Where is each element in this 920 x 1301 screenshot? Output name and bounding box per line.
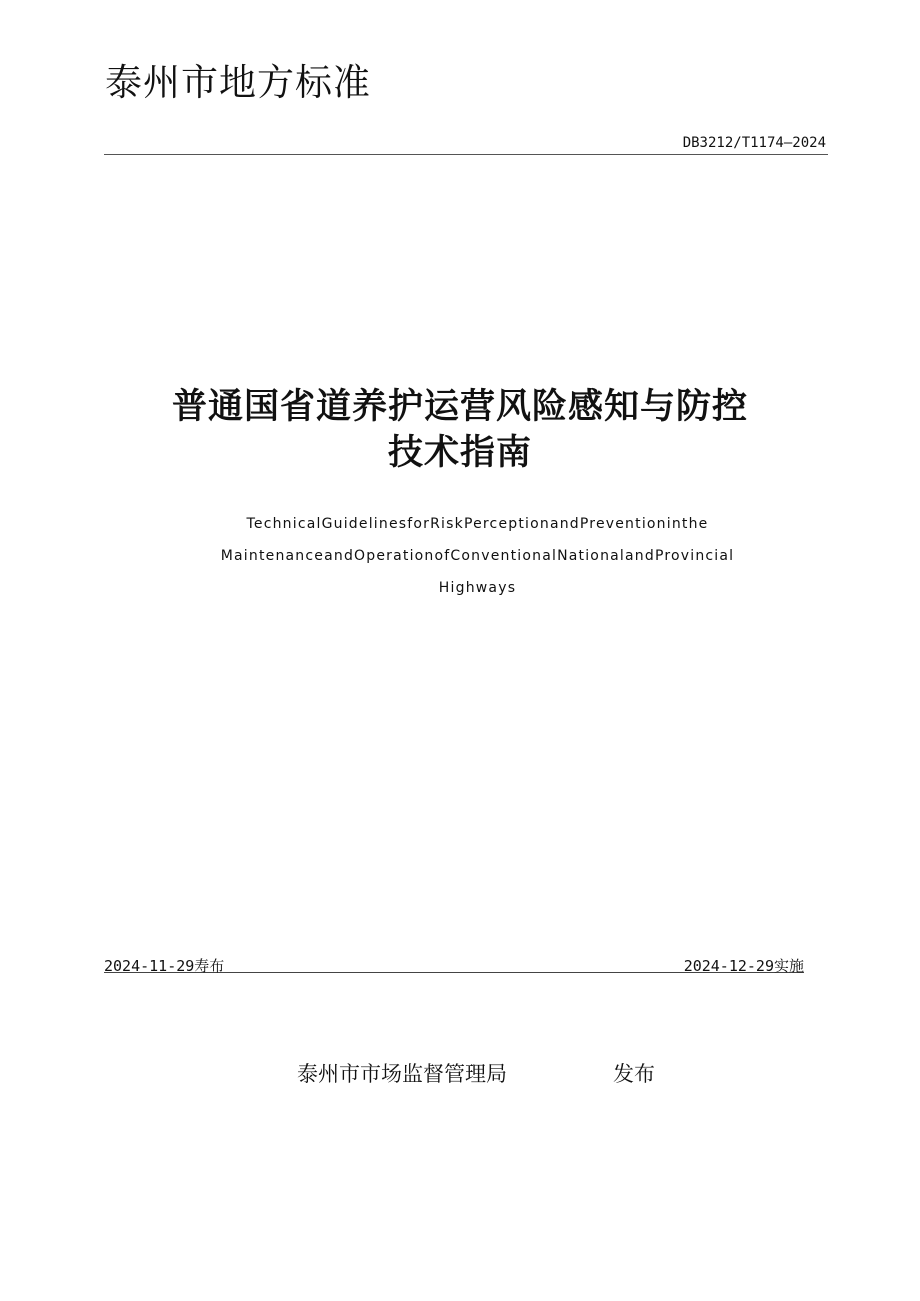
english-title bbox=[0, 508, 920, 604]
chinese-title-line-1: 普通国省道养护运营风险感知与防控 bbox=[171, 387, 748, 427]
english-title-line-3: Highways bbox=[438, 580, 517, 596]
chinese-title bbox=[0, 384, 920, 476]
implement-date: 2024-12-29实施 bbox=[683, 957, 804, 975]
standard-type-heading: 泰州市地方标准 bbox=[105, 61, 371, 104]
publish-date: 2024-11-29寿布 bbox=[104, 957, 225, 975]
chinese-title-line-2: 技术指南 bbox=[387, 433, 532, 473]
issuing-authority: 泰州市市场监督管理局 bbox=[297, 1062, 507, 1086]
issue-label: 发布 bbox=[613, 1062, 655, 1086]
header-divider bbox=[104, 154, 828, 155]
standard-number: DB3212/T1174—2024 bbox=[682, 135, 826, 151]
english-title-line-1: TechnicalGuidelinesforRiskPerceptionandPreventioninthe bbox=[246, 516, 709, 532]
english-title-line-2: MaintenanceandOperationofConventionalNationalandProvincial bbox=[220, 548, 735, 564]
